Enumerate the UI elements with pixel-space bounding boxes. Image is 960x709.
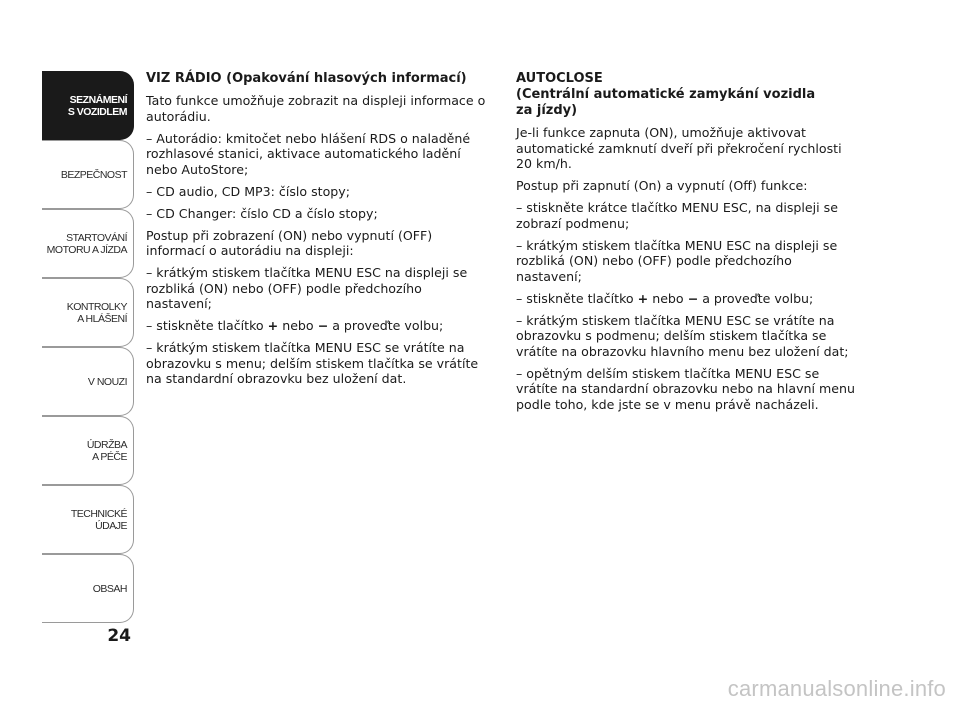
tab-label: TECHNICKÉ ÚDAJE bbox=[70, 507, 127, 532]
heading-line: za jízdy) bbox=[516, 103, 578, 118]
paragraph: – CD audio, CD MP3: číslo stopy; bbox=[146, 183, 350, 199]
watermark: carmanualsonline.info bbox=[727, 676, 946, 701]
tab-technicke-udaje[interactable] bbox=[42, 485, 134, 554]
plus-symbol: + bbox=[637, 290, 649, 306]
tab-label: ÚDRŽBA A PÉČE bbox=[86, 438, 127, 463]
tab-label: BEZPEČNOST bbox=[60, 168, 127, 181]
paragraph: Tato funkce umožňuje zobrazit na displeji informace o autorádiu. bbox=[146, 93, 486, 124]
paragraph-plus-minus bbox=[516, 291, 861, 307]
tab-label: STARTOVÁNÍ MOTORU A JÍZDA bbox=[46, 231, 127, 256]
paragraph: – opětným delším stiskem tlačítka MENU ESC se vrátíte na standardní obrazovku nebo na hlavní menu podle toho, kde jste se v menu právě nacházeli. bbox=[516, 365, 856, 412]
paragraph: – CD Changer: číslo CD a číslo stopy; bbox=[146, 205, 378, 221]
paragraph: Je-li funkce zapnuta (ON), umožňuje aktivovat automatické zamknutí dveří při překročení rychlosti 20 km/h. bbox=[516, 125, 842, 171]
tab-v-nouzi[interactable] bbox=[42, 347, 134, 416]
paragraph: – krátkým stiskem tlačítka MENU ESC se vrátíte na obrazovku s podmenu; delším stiskem tlačítka se vrátíte na obrazovku hlavního menu bez uložení dat; bbox=[516, 312, 849, 359]
heading-line: (Centrální automatické zamykání vozidla bbox=[516, 87, 816, 102]
text-fragment: a proveďte volbu; bbox=[698, 290, 814, 306]
paragraph: – krátkým stiskem tlačítka MENU ESC se vrátíte na obrazovku s menu; delším stiskem tlačítka se vrátíte na standardní obrazovku bez uložení dat. bbox=[146, 340, 479, 386]
tab-udrzba[interactable] bbox=[42, 416, 134, 485]
tab-seznameni-s-vozidlem[interactable] bbox=[42, 71, 134, 140]
paragraph: – krátkým stiskem tlačítka MENU ESC na displeji se rozbliká (ON) nebo (OFF) podle předchozího nastavení; bbox=[516, 237, 838, 284]
text-fragment: a proveďte volbu; bbox=[328, 318, 444, 333]
tab-kontrolky[interactable] bbox=[42, 278, 134, 347]
text-fragment: – stiskněte tlačítko bbox=[516, 290, 638, 306]
tab-obsah[interactable] bbox=[42, 554, 134, 623]
paragraph-plus-minus bbox=[146, 318, 491, 334]
tab-bezpecnost[interactable] bbox=[42, 140, 134, 209]
minus-symbol: − bbox=[687, 290, 699, 306]
paragraph: Postup při zapnutí (On) a vypnutí (Off) funkce: bbox=[516, 178, 808, 193]
section-heading-autoclose bbox=[516, 71, 861, 119]
paragraph: Postup při zobrazení (ON) nebo vypnutí (OFF) informací o autorádiu na displeji: bbox=[146, 227, 433, 258]
tab-startovani[interactable] bbox=[42, 209, 134, 278]
section-heading-viz-radio: VIZ RÁDIO (Opakování hlasových informací) bbox=[146, 71, 467, 86]
right-column bbox=[516, 71, 861, 419]
text-fragment: – stiskněte tlačítko bbox=[146, 318, 268, 333]
paragraph: – stiskněte krátce tlačítko MENU ESC, na displeji se zobrazí podmenu; bbox=[516, 200, 838, 231]
chapter-tabs bbox=[42, 71, 134, 623]
tab-label: SEZNÁMENÍ S VOZIDLEM bbox=[67, 93, 127, 118]
heading-line: AUTOCLOSE bbox=[516, 71, 603, 86]
minus-symbol: − bbox=[317, 318, 329, 333]
tab-label: V NOUZI bbox=[87, 375, 127, 388]
tab-label: KONTROLKY A HLÁŠENÍ bbox=[66, 300, 127, 325]
left-column bbox=[146, 71, 491, 393]
paragraph: – krátkým stiskem tlačítka MENU ESC na displeji se rozbliká (ON) nebo (OFF) podle předchozího nastavení; bbox=[146, 265, 468, 311]
page-number: 24 bbox=[107, 626, 131, 646]
paragraph: – Autorádio: kmitočet nebo hlášení RDS o naladěné rozhlasové stanici, aktivace automatického ladění nebo AutoStore; bbox=[146, 130, 471, 177]
tab-label: OBSAH bbox=[92, 582, 127, 595]
plus-symbol: + bbox=[267, 318, 279, 333]
text-fragment: nebo bbox=[278, 318, 318, 333]
text-fragment: nebo bbox=[648, 290, 688, 306]
